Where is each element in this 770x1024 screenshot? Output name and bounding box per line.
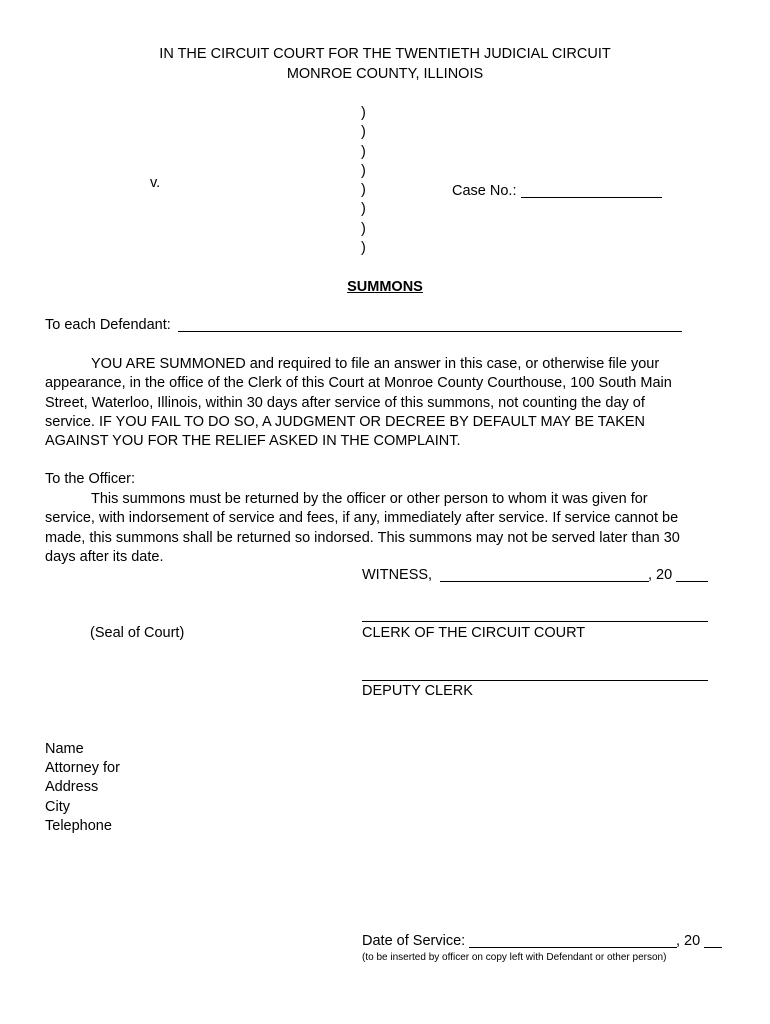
witness-year-blank[interactable]: [676, 581, 708, 582]
caption-paren: ): [361, 124, 366, 140]
caption-paren: ): [361, 105, 366, 121]
service-date-blank[interactable]: [469, 947, 677, 948]
summons-line: AGAINST YOU FOR THE RELIEF ASKED IN THE COMPLAINT.: [45, 433, 461, 450]
officer-line: This summons must be returned by the officer or other person to whom it was given for: [91, 491, 648, 507]
caption-paren: ): [361, 240, 366, 256]
summons-paragraph: [45, 355, 725, 451]
caption-paren: ): [361, 221, 366, 237]
defendant-label: To each Defendant:: [45, 317, 171, 333]
attorney-name-label: Name: [45, 741, 84, 757]
court-name: IN THE CIRCUIT COURT FOR THE TWENTIETH JUDICIAL CIRCUIT: [159, 46, 611, 62]
caption-paren: ): [361, 182, 366, 198]
officer-heading: To the Officer:: [45, 471, 135, 487]
witness-date-blank[interactable]: [440, 581, 649, 582]
deputy-clerk-label: DEPUTY CLERK: [362, 683, 473, 699]
caption-paren: ): [361, 163, 366, 179]
clerk-label: CLERK OF THE CIRCUIT COURT: [362, 625, 586, 641]
clerk-signature-line[interactable]: [362, 621, 708, 622]
officer-paragraph: [45, 490, 725, 567]
service-note: (to be inserted by officer on copy left with Defendant or other person): [362, 952, 667, 963]
county-name: MONROE COUNTY, ILLINOIS: [286, 66, 484, 82]
deputy-signature-line[interactable]: [362, 680, 708, 681]
attorney-for-label: Attorney for: [45, 760, 120, 776]
date-of-service-label: Date of Service:: [362, 933, 466, 949]
summons-line: Street, Waterloo, Illinois, within 30 days after service of this summons, not counting the day of: [45, 394, 645, 411]
summons-line: YOU ARE SUMMONED and required to file an answer in this case, or otherwise file your: [91, 356, 660, 372]
service-year-blank[interactable]: [704, 947, 722, 948]
versus-label: v.: [150, 175, 161, 191]
seal-of-court: (Seal of Court): [90, 625, 185, 641]
witness-year-prefix: , 20: [648, 567, 673, 583]
defendant-blank[interactable]: [178, 331, 682, 332]
officer-line: made, this summons shall be returned so indorsed. This summons may not be served later than 30: [45, 529, 680, 546]
summons-line: appearance, in the office of the Clerk of this Court at Monroe County Courthouse, 100 South Main: [45, 375, 672, 392]
officer-line: service, with indorsement of service and fees, if any, immediately after service. If service cannot be: [45, 510, 679, 527]
witness-label: WITNESS,: [362, 567, 433, 583]
service-year-prefix: , 20: [676, 933, 701, 949]
attorney-city-label: City: [45, 799, 70, 815]
case-number-label: Case No.:: [452, 183, 517, 199]
officer-line: days after its date.: [45, 548, 164, 565]
caption-paren: ): [361, 144, 366, 160]
case-number-blank[interactable]: [521, 197, 662, 198]
attorney-telephone-label: Telephone: [45, 818, 112, 834]
document-title: SUMMONS: [347, 279, 423, 295]
summons-line: service. IF YOU FAIL TO DO SO, A JUDGMENT OR DECREE BY DEFAULT MAY BE TAKEN: [45, 413, 646, 430]
attorney-address-label: Address: [45, 779, 99, 795]
caption-paren: ): [361, 201, 366, 217]
